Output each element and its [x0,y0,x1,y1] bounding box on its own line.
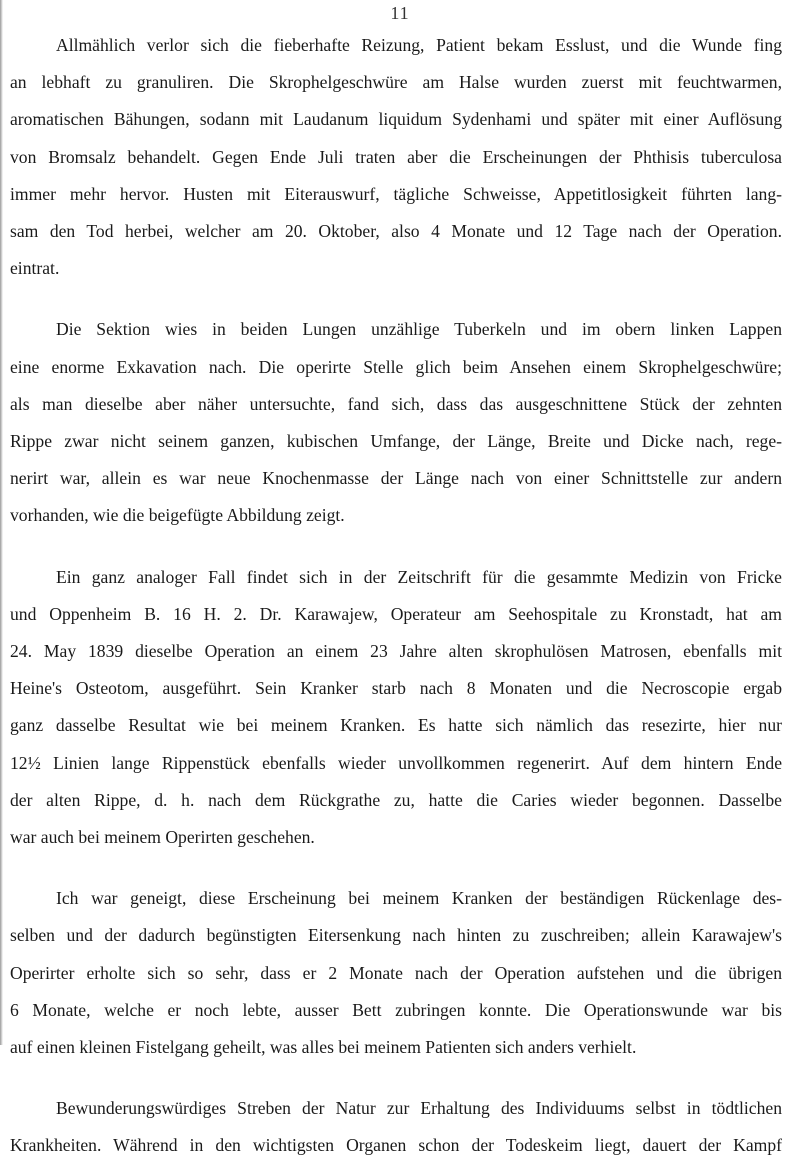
text-line: nerirt war, allein es war neue Knochenmasse der Länge nach von einer Schnittstelle zur andern [10,468,782,489]
text-line: immer mehr hervor. Husten mit Eiterauswurf, tägliche Schweisse, Appetitlosigkeit führten lang- [10,183,782,204]
page-number: 11 [390,3,410,23]
text-line: Ein ganz analoger Fall findet sich in der Zeitschrift für die gesammte Medizin von Fricke [56,566,782,587]
text-line: vorhanden, wie die beigefügte Abbildung zeigt. [10,505,345,526]
text-line: sam den Tod herbei, welcher am 20. Oktober, also 4 Monate und 12 Tage nach der Operation. [10,221,782,241]
text-line: selben und der dadurch begünstigten Eitersenkung nach hinten zu zuschreiben; allein Karawajew's [10,925,782,946]
text-line: eintrat. [10,258,60,279]
text-line: Heine's Osteotom, ausgeführt. Sein Kranker starb nach 8 Monaten und die Necroscopie ergab [10,678,782,699]
text-line: Bewunderungswürdiges Streben der Natur zur Erhaltung des Individuums selbst in tödtlichen [56,1098,782,1119]
text-line: auf einen kleinen Fistelgang geheilt, was alles bei meinem Patienten sich anders verhielt. [10,1037,637,1057]
text-line: eine enorme Exkavation nach. Die operirte Stelle glich beim Ansehen einem Skrophelgeschwüre; [10,356,782,377]
text-line: Allmählich verlor sich die fieberhafte Reizung, Patient bekam Esslust, und die Wunde fing [56,35,782,55]
text-line: Die Sektion wies in beiden Lungen unzählige Tuberkeln und im obern linken Lappen [56,319,782,340]
text-line: und Oppenheim B. 16 H. 2. Dr. Karawajew, Operateur am Seehospitale zu Kronstadt, hat am [10,603,782,624]
text-line: von Bromsalz behandelt. Gegen Ende Juli traten aber die Erscheinungen der Phthisis tuberculosa [10,146,782,167]
text-line: 12½ Linien lange Rippenstück ebenfalls wieder unvollkommen regenerirt. Auf dem hintern Ende [10,752,782,773]
text-line: 6 Monate, welche er noch lebte, ausser Bett zubringen konnte. Die Operationswunde war bis [10,999,782,1020]
text-line: aromatischen Bähungen, sodann mit Laudanum liquidum Sydenhami und später mit einer Auflösung [10,109,782,130]
text-line: 24. May 1839 dieselbe Operation an einem 23 Jahre alten skrophulösen Matrosen, ebenfalls mit [10,641,782,661]
text-line: Krankheiten. Während in den wichtigsten Organen schon der Todeskeim liegt, dauert der Kampf [10,1135,782,1156]
text-line: an lebhaft zu granuliren. Die Skrophelgeschwüre am Halse wurden zuerst mit feuchtwarmen, [10,72,782,93]
text-line: ganz dasselbe Resultat wie bei meinem Kranken. Es hatte sich nämlich das resezirte, hier nur [10,715,782,736]
text-line: als man dieselbe aber näher untersuchte, fand sich, dass das ausgeschnittene Stück der zehnten [10,393,782,414]
text-line: war auch bei meinem Operirten geschehen. [10,827,315,847]
text-line: der alten Rippe, d. h. nach dem Rückgrathe zu, hatte die Caries wieder begonnen. Dasselbe [10,789,782,810]
text-line: Ich war geneigt, diese Erscheinung bei meinem Kranken der beständigen Rückenlage des- [56,888,782,909]
text-line: Operirter erholte sich so sehr, dass er 2 Monate nach der Operation aufstehen und die übrigen [10,962,782,983]
text-line: Rippe zwar nicht seinem ganzen, kubischen Umfange, der Länge, Breite und Dicke nach, rege- [10,431,782,451]
